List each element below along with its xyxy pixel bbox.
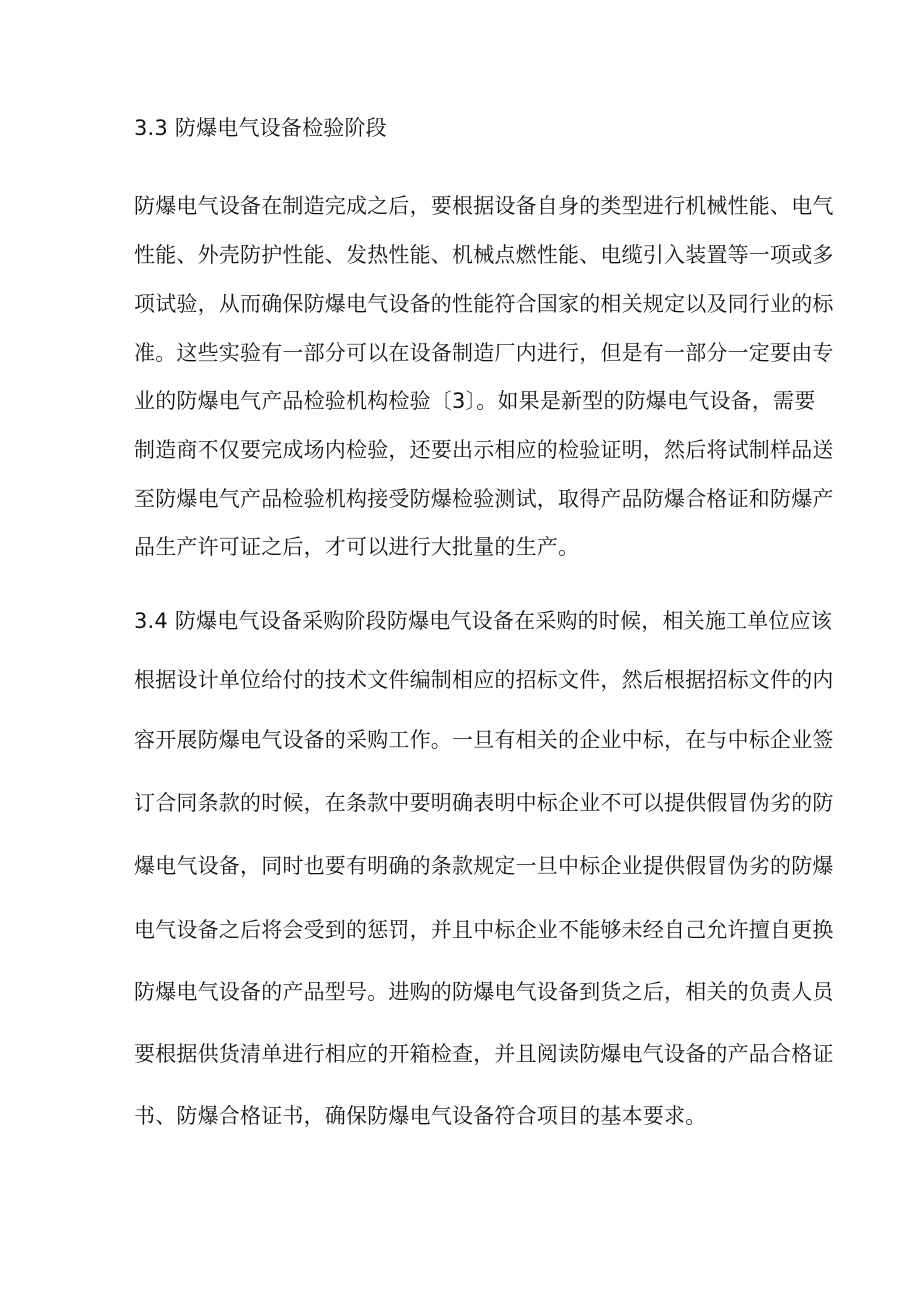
paragraph-line: 制造商不仅要完成场内检验，还要出示相应的检验证明，然后将试制样品送 <box>134 438 834 462</box>
paragraph-line: 爆电气设备，同时也要有明确的条款规定一旦中标企业提供假冒伪劣的防爆 <box>134 854 834 878</box>
paragraph-line: 项试验，从而确保防爆电气设备的性能符合国家的相关规定以及同行业的标 <box>134 292 834 316</box>
paragraph-line: 根据设计单位给付的技术文件编制相应的招标文件，然后根据招标文件的内 <box>134 668 834 692</box>
paragraph-line: 性能、外壳防护性能、发热性能、机械点燃性能、电缆引入装置等一项或多 <box>134 243 834 267</box>
paragraph-line: 订合同条款的时候，在条款中要明确表明中标企业不可以提供假冒伪劣的防 <box>134 791 834 815</box>
paragraph-line: 至防爆电气产品检验机构接受防爆检验测试，取得产品防爆合格证和防爆产 <box>134 487 834 511</box>
section-heading-3-3: 3.3 防爆电气设备检验阶段 <box>134 116 387 140</box>
paragraph-line: 业的防爆电气产品检验机构检验〔3〕。如果是新型的防爆电气设备，需要 <box>134 389 816 413</box>
paragraph-line: 要根据供货清单进行相应的开箱检查，并且阅读防爆电气设备的产品合格证 <box>134 1042 834 1066</box>
paragraph-line: 书、防爆合格证书，确保防爆电气设备符合项目的基本要求。 <box>134 1104 707 1128</box>
paragraph-line: 准。这些实验有一部分可以在设备制造厂内进行，但是有一部分一定要由专 <box>134 341 834 365</box>
section-line-3-4-heading: 3.4 防爆电气设备采购阶段防爆电气设备在采购的时候，相关施工单位应该 <box>134 609 833 633</box>
paragraph-line: 容开展防爆电气设备的采购工作。一旦有相关的企业中标，在与中标企业签 <box>134 728 834 752</box>
paragraph-line: 品生产许可证之后，才可以进行大批量的生产。 <box>134 535 580 559</box>
paragraph-line: 防爆电气设备在制造完成之后，要根据设备自身的类型进行机械性能、电气 <box>134 194 834 218</box>
paragraph-line: 防爆电气设备的产品型号。进购的防爆电气设备到货之后，相关的负责人员 <box>134 980 834 1004</box>
paragraph-line: 电气设备之后将会受到的惩罚，并且中标企业不能够未经自己允许擅自更换 <box>134 918 834 942</box>
